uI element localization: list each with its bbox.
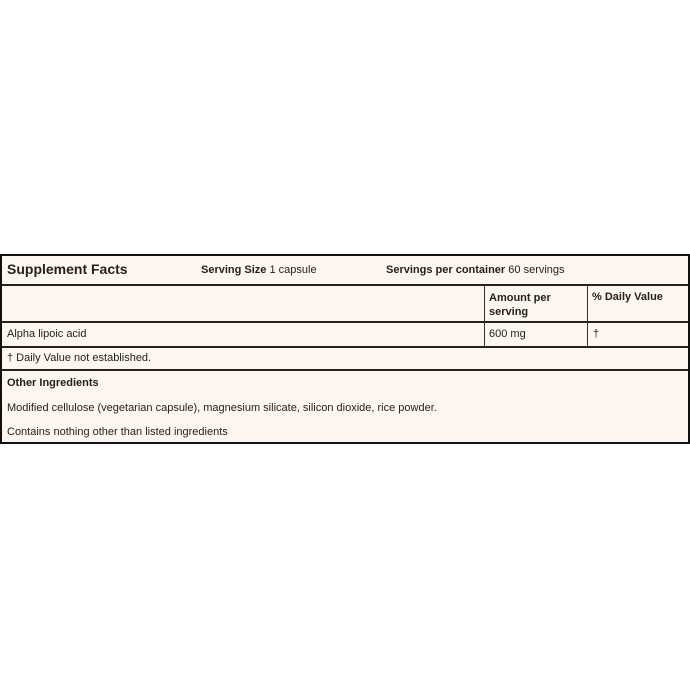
nutrient-name: Alpha lipoic acid xyxy=(7,328,87,340)
serving-size xyxy=(201,264,317,276)
column-header-row xyxy=(2,285,688,323)
other-ingredients-text: Modified cellulose (vegetarian capsule), magnesium silicate, silicon dioxide, rice powder. xyxy=(7,402,437,414)
amount-header-line2: serving xyxy=(489,306,529,318)
column-divider xyxy=(587,323,588,346)
other-ingredients-title: Other Ingredients xyxy=(7,377,99,389)
column-divider xyxy=(587,285,588,321)
facts-header xyxy=(2,256,688,286)
other-ingredients-note: Contains nothing other than listed ingredients xyxy=(7,426,228,438)
column-divider xyxy=(484,285,485,321)
nutrient-amount: 600 mg xyxy=(489,328,526,340)
amount-per-serving-header xyxy=(489,291,579,319)
serving-size-value: 1 capsule xyxy=(269,264,317,276)
column-divider xyxy=(484,323,485,346)
supplement-facts-panel xyxy=(0,254,690,444)
daily-value-header: % Daily Value xyxy=(592,291,663,303)
nutrient-daily-value: † xyxy=(593,328,600,340)
footnote-text: † Daily Value not established. xyxy=(7,352,152,364)
nutrient-row xyxy=(2,323,688,348)
facts-title: Supplement Facts xyxy=(7,261,128,277)
servings-per-container xyxy=(386,264,565,276)
amount-header-line1: Amount per xyxy=(489,292,551,304)
other-ingredients-section xyxy=(2,371,688,441)
servings-per-container-value: 60 servings xyxy=(508,264,565,276)
serving-size-label: Serving Size xyxy=(201,264,267,276)
servings-per-container-label: Servings per container xyxy=(386,264,506,276)
footnote-row xyxy=(2,348,688,371)
